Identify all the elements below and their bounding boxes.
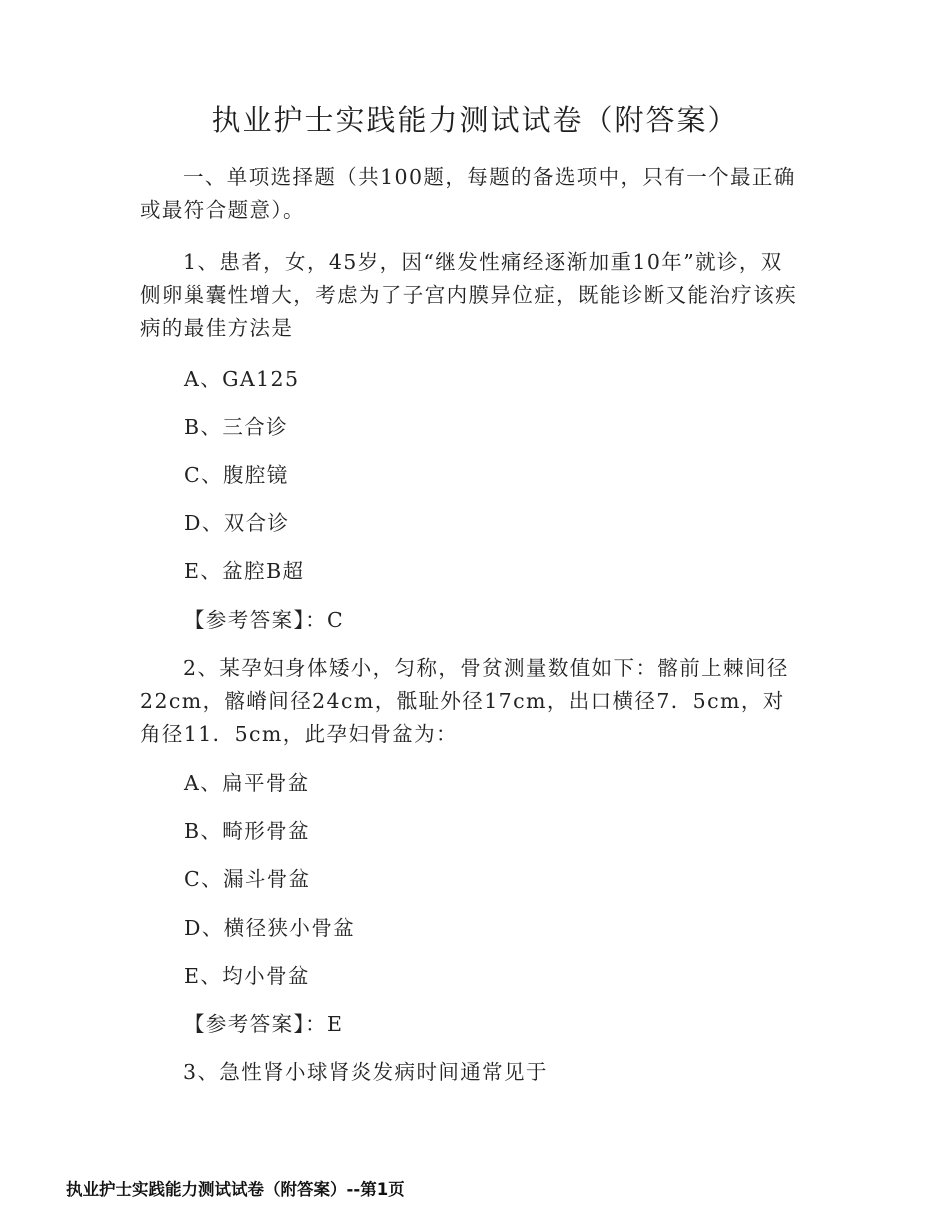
question-1-option-a: A、GA125 — [184, 367, 300, 391]
section-heading: 一、单项选择题（共100题，每题的备选项中，只有一个最正确或最符合题意）。 — [140, 165, 796, 222]
question-1-option-b: B、三合诊 — [184, 415, 289, 439]
question-1-stem: 1、患者，女，45岁，因“继发性痛经逐渐加重10年”就诊，双侧卵巢囊性增大，考虑为了子宫内膜异位症，既能诊断又能治疗该疾病的最佳方法是 — [140, 250, 797, 340]
question-1-option-d: D、双合诊 — [184, 511, 290, 535]
question-2-option-e: E、均小骨盆 — [184, 964, 310, 988]
question-1-answer: 【参考答案】：C — [184, 608, 345, 632]
question-1-option-c: C、腹腔镜 — [184, 463, 289, 487]
question-3-stem: 3、急性肾小球肾炎发病时间通常见于 — [183, 1060, 548, 1084]
question-2-option-b: B、畸形骨盆 — [184, 819, 310, 843]
question-2-option-c: C、漏斗骨盆 — [184, 867, 311, 891]
document-title: 执业护士实践能力测试试卷（附答案） — [211, 103, 739, 137]
page-footer: 执业护士实践能力测试试卷（附答案）--第1页 — [66, 1180, 405, 1199]
question-2-option-a: A、扁平骨盆 — [184, 771, 310, 795]
question-2-stem: 2、某孕妇身体矮小，匀称，骨贫测量数值如下：髂前上棘间径22cm，髂嵴间径24cm，骶耻外径17cm，出口横径7．5cm，对角径11．5cm，此孕妇骨盆为： — [140, 656, 789, 746]
question-2-option-d: D、横径狭小骨盆 — [184, 916, 356, 940]
question-1-option-e: E、盆腔B超 — [184, 559, 305, 583]
question-2-answer: 【参考答案】：E — [184, 1012, 344, 1036]
